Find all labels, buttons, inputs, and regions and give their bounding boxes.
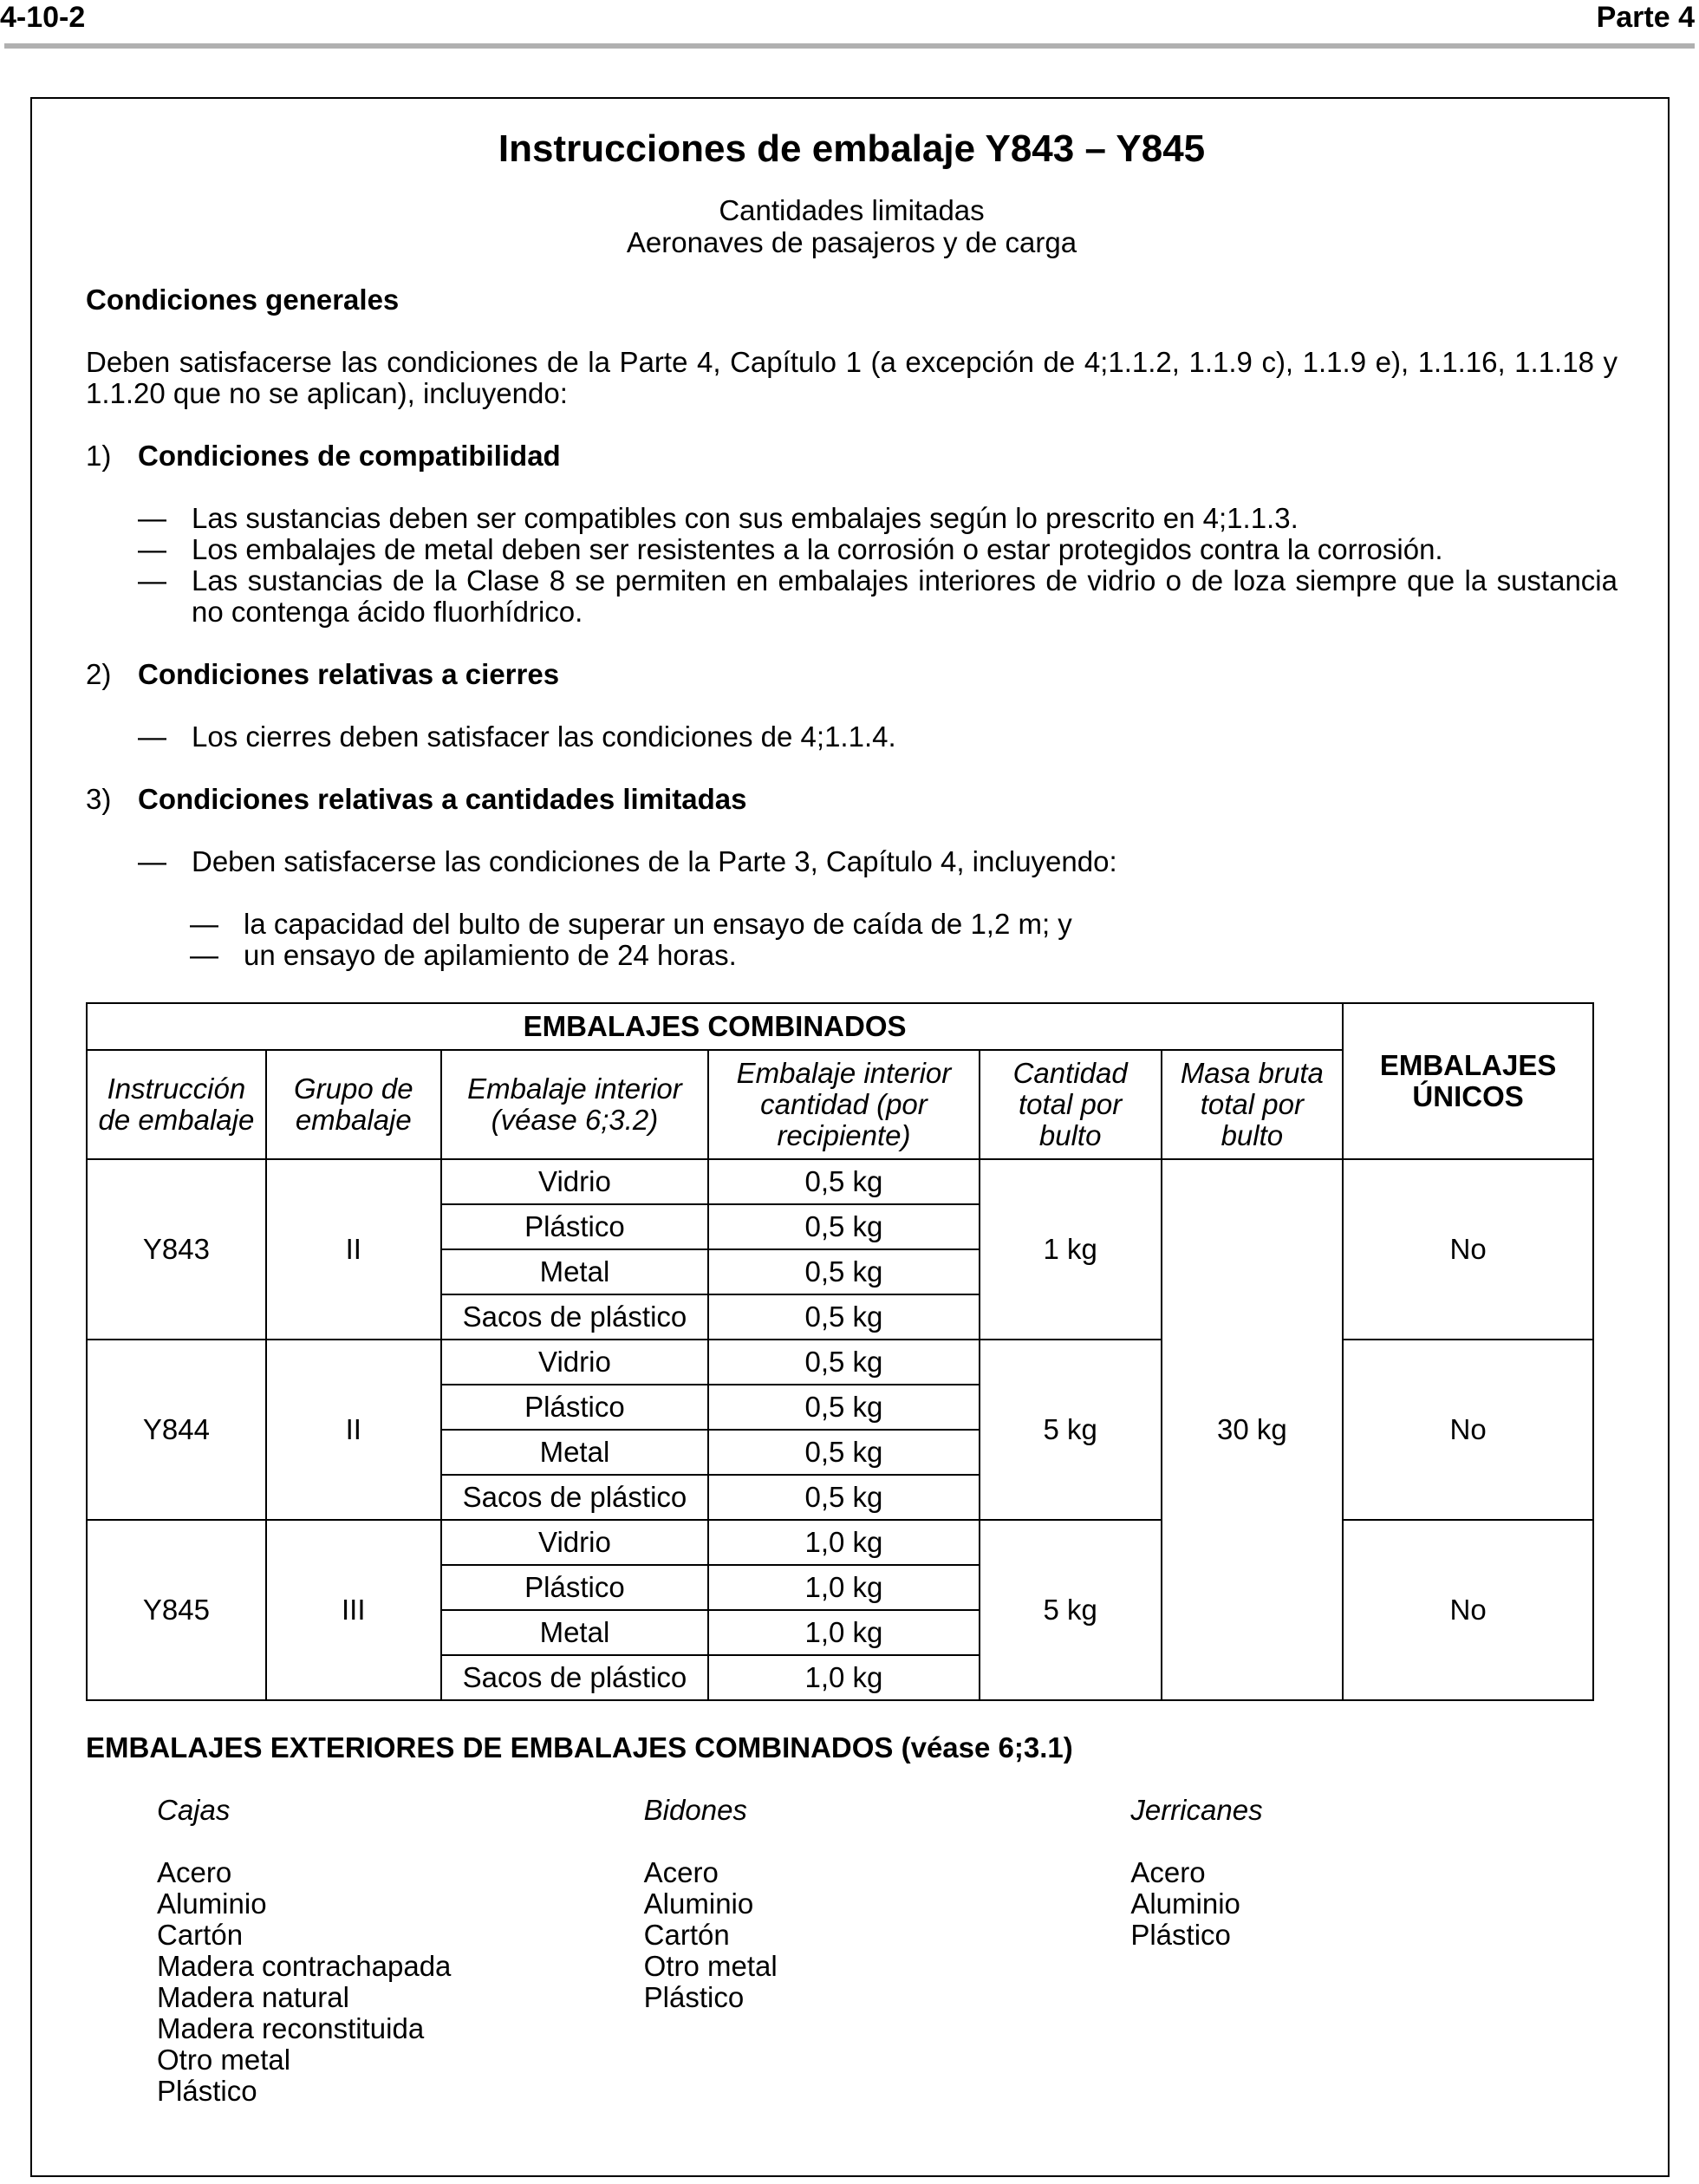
outer-column-jerricans (1130, 1795, 1618, 2107)
single-packagings-cell: No (1343, 1520, 1593, 1700)
inner-qty-cell: 0,5 kg (708, 1430, 980, 1475)
inner-type-cell: Plástico (441, 1204, 709, 1249)
list-item: Plástico (157, 2075, 257, 2107)
inner-type-cell: Vidrio (441, 1159, 709, 1204)
single-packagings-cell: No (1343, 1159, 1593, 1340)
col-inner-packaging: Embalaje interior (véase 6;3.2) (441, 1050, 709, 1159)
single-packagings-header: EMBALAJES ÚNICOS (1343, 1003, 1593, 1159)
list-item: — Las sustancias deben ser compatibles con sus embalajes según lo prescrito en 4;1.1.3. (138, 502, 1299, 534)
inner-type-cell: Metal (441, 1430, 709, 1475)
section-heading: Condiciones relativas a cantidades limitadas (138, 783, 747, 815)
dash-bullet: — (138, 564, 166, 597)
total-qty-cell: 5 kg (980, 1520, 1162, 1700)
inner-type-cell: Sacos de plástico (441, 1294, 709, 1340)
compatibility-list (86, 503, 1618, 628)
limited-quantities-sublist (86, 909, 1618, 971)
list-item: Aluminio (1130, 1887, 1240, 1920)
dash-bullet: — (138, 845, 166, 877)
inner-qty-cell: 1,0 kg (708, 1655, 980, 1700)
col-packing-group: Grupo de embalaje (266, 1050, 441, 1159)
list-item: — Las sustancias de la Clase 8 se permiten en embalajes interiores de vidrio o de loza siempre que la sustancia no contenga ácido fluorhídrico. (138, 564, 1618, 628)
document-title: Instrucciones de embalaje Y843 – Y845 (498, 127, 1206, 170)
section-number: 1) (86, 440, 112, 472)
subtitle-limited-quantities: Cantidades limitadas (719, 194, 985, 226)
packing-instructions-table (86, 1002, 1594, 1701)
instruction-content (86, 127, 1618, 2107)
combined-packagings-header: EMBALAJES COMBINADOS (87, 1003, 1343, 1050)
inner-type-cell: Plástico (441, 1565, 709, 1610)
list-item: — un ensayo de apilamiento de 24 horas. (190, 939, 737, 971)
dash-bullet: — (190, 939, 218, 971)
list-item: — Los embalajes de metal deben ser resistentes a la corrosión o estar protegidos contra la corrosión. (138, 533, 1443, 565)
inner-qty-cell: 0,5 kg (708, 1294, 980, 1340)
list-item: — Los cierres deben satisfacer las condiciones de 4;1.1.4. (138, 720, 896, 753)
inner-type-cell: Sacos de plástico (441, 1475, 709, 1520)
list-item: Acero (157, 1856, 232, 1888)
header-rule (4, 43, 1695, 49)
table-row (87, 1340, 1593, 1385)
section-heading: Condiciones de compatibilidad (138, 440, 561, 472)
table-row (87, 1159, 1593, 1204)
column-heading: Bidones (643, 1794, 747, 1826)
list-item: Madera contrachapada (157, 1950, 452, 1982)
list-item: Aluminio (643, 1887, 754, 1920)
list-item: Plástico (1130, 1919, 1231, 1951)
general-conditions-text: Deben satisfacerse las condiciones de la Parte 4, Capítulo 1 (a excepción de 4;1.1.2, 1.1.9 c), 1.1.9 e), 1.1.16, 1.1.18 y 1.1.20 que no se aplican), incluyendo: (86, 346, 1618, 409)
list-item: Plástico (643, 1981, 745, 2013)
list-item: — la capacidad del bulto de superar un ensayo de caída de 1,2 m; y (190, 908, 1072, 940)
instruction-cell: Y845 (87, 1520, 266, 1700)
section-heading: Condiciones relativas a cierres (138, 658, 560, 690)
inner-type-cell: Vidrio (441, 1340, 709, 1385)
group-cell: II (266, 1340, 441, 1520)
inner-qty-cell: 0,5 kg (708, 1340, 980, 1385)
outer-packagings-columns (86, 1795, 1618, 2107)
table-row (87, 1520, 1593, 1565)
general-conditions-heading: Condiciones generales (86, 284, 400, 316)
instruction-cell: Y844 (87, 1340, 266, 1520)
closures-list (86, 721, 1618, 753)
dash-bullet: — (138, 720, 166, 753)
list-item: Acero (1130, 1856, 1206, 1888)
inner-type-cell: Plástico (441, 1385, 709, 1430)
inner-type-cell: Metal (441, 1610, 709, 1655)
dash-bullet: — (138, 502, 166, 534)
list-item: Acero (643, 1856, 719, 1888)
instruction-cell: Y843 (87, 1159, 266, 1340)
inner-type-cell: Metal (441, 1249, 709, 1294)
inner-type-cell: Vidrio (441, 1520, 709, 1565)
dash-bullet: — (138, 533, 166, 565)
inner-type-cell: Sacos de plástico (441, 1655, 709, 1700)
inner-qty-cell: 1,0 kg (708, 1610, 980, 1655)
list-item: Cartón (643, 1919, 730, 1951)
col-packing-instruction: Instrucción de embalaje (87, 1050, 266, 1159)
inner-qty-cell: 0,5 kg (708, 1249, 980, 1294)
list-item: Otro metal (643, 1950, 778, 1982)
outer-column-drums (644, 1795, 1131, 2107)
single-packagings-cell: No (1343, 1340, 1593, 1520)
column-heading: Cajas (157, 1794, 231, 1826)
list-item: Madera reconstituida (157, 2012, 425, 2044)
page-header (0, 0, 1699, 55)
inner-qty-cell: 0,5 kg (708, 1385, 980, 1430)
col-gross-mass: Masa bruta total por bulto (1162, 1050, 1344, 1159)
column-heading: Jerricanes (1130, 1794, 1263, 1826)
inner-qty-cell: 0,5 kg (708, 1159, 980, 1204)
list-item: Cartón (157, 1919, 244, 1951)
table-group-header-row (87, 1003, 1593, 1050)
inner-qty-cell: 0,5 kg (708, 1204, 980, 1249)
col-total-quantity: Cantidad total por bulto (980, 1050, 1162, 1159)
instruction-frame (30, 97, 1670, 2177)
part-label: Parte 4 (1596, 1, 1695, 34)
inner-qty-cell: 1,0 kg (708, 1520, 980, 1565)
group-cell: III (266, 1520, 441, 1700)
dash-bullet: — (190, 908, 218, 940)
section-limited-quantities (86, 784, 1618, 815)
gross-mass-cell: 30 kg (1162, 1159, 1344, 1700)
list-item: Otro metal (157, 2044, 291, 2076)
limited-quantities-list (86, 846, 1618, 877)
section-compatibility (86, 440, 1618, 472)
section-closures (86, 659, 1618, 690)
total-qty-cell: 5 kg (980, 1340, 1162, 1520)
total-qty-cell: 1 kg (980, 1159, 1162, 1340)
list-item: — Deben satisfacerse las condiciones de la Parte 3, Capítulo 4, incluyendo: (138, 845, 1117, 877)
outer-column-boxes (157, 1795, 644, 2107)
subtitle-aircraft: Aeronaves de pasajeros y de carga (626, 226, 1077, 258)
outer-packagings-title: EMBALAJES EXTERIORES DE EMBALAJES COMBINADOS (véase 6;3.1) (86, 1731, 1073, 1763)
page-number: 4-10-2 (0, 1, 86, 34)
group-cell: II (266, 1159, 441, 1340)
section-number: 2) (86, 658, 112, 690)
list-item: Madera natural (157, 1981, 349, 2013)
col-inner-quantity: Embalaje interior cantidad (por recipiente) (708, 1050, 980, 1159)
section-number: 3) (86, 783, 112, 815)
inner-qty-cell: 0,5 kg (708, 1475, 980, 1520)
list-item: Aluminio (157, 1887, 267, 1920)
inner-qty-cell: 1,0 kg (708, 1565, 980, 1610)
